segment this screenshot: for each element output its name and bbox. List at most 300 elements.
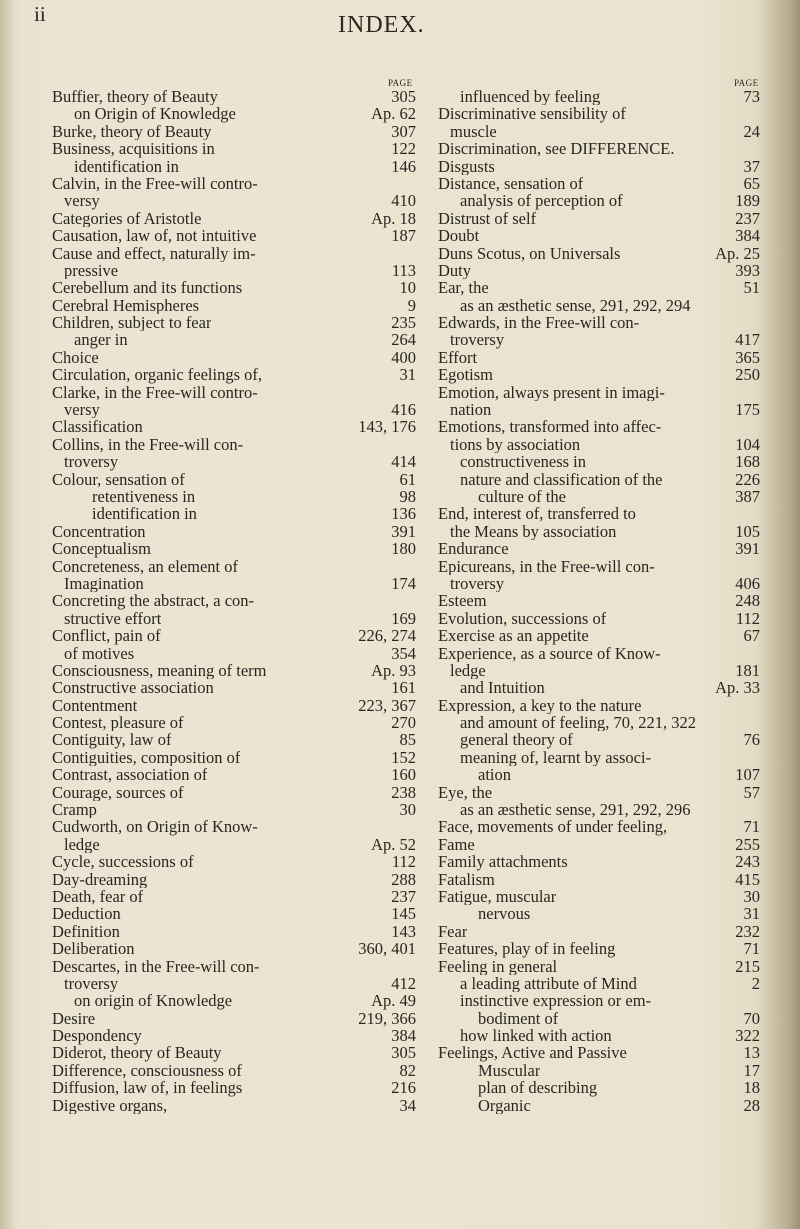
index-entry [438, 175, 760, 192]
index-entry-term: Collins, in the Free-will con- [52, 435, 244, 454]
index-entry [52, 975, 416, 992]
index-entry-pages: 354 [391, 643, 416, 663]
index-entry-term: Difference, consciousness of [52, 1061, 242, 1080]
index-entry [52, 592, 416, 609]
index-entry [438, 192, 760, 209]
index-entry [52, 714, 416, 731]
index-entry-pages: 145 [391, 904, 416, 924]
index-entry-term: Discrimination, see DIFFERENCE. [438, 140, 675, 158]
index-entry-pages: 57 [743, 782, 760, 802]
index-entry-pages: 71 [743, 817, 760, 837]
page-heading: INDEX. [338, 12, 425, 38]
index-entry [52, 853, 416, 870]
index-entry-term: of motives [64, 644, 135, 662]
index-entry [52, 505, 416, 522]
index-entry [52, 1097, 416, 1114]
index-entry-term: retentiveness in [92, 487, 196, 506]
index-entry-pages: 232 [735, 921, 760, 941]
index-entry-term: and Intuition [460, 679, 545, 697]
index-entry-pages: 107 [735, 765, 760, 785]
index-entry-term: Cycle, successions of [52, 853, 194, 871]
index-entry-term: how linked with action [460, 1027, 612, 1045]
index-entry [52, 662, 416, 679]
index-entry-pages: 226 [735, 469, 760, 489]
index-entry-pages: 238 [391, 782, 416, 802]
index-entry-term: general theory of [460, 731, 573, 749]
index-entry-pages: 393 [735, 260, 760, 280]
index-entry-term: Feelings, Active and Passive [438, 1044, 627, 1062]
index-entry [52, 227, 416, 244]
index-entry-pages: 250 [735, 365, 760, 385]
index-entry-term: Business, acquisitions in [52, 140, 215, 158]
index-entry [438, 766, 760, 783]
index-entry-pages: 31 [399, 365, 416, 385]
index-entry [52, 418, 416, 435]
index-entry-term: identification in [92, 505, 197, 523]
index-entry-pages: 248 [735, 591, 760, 611]
index-entry [52, 453, 416, 470]
index-entry-term: Fame [438, 835, 475, 854]
index-entry-term: pressive [64, 261, 119, 280]
index-entry [52, 958, 416, 975]
index-entry-term: Cause and effect, naturally im- [52, 244, 256, 262]
index-entry-pages: 417 [735, 330, 760, 350]
index-entry-term: anger in [74, 331, 128, 349]
index-entry-term: Contiguity, law of [52, 731, 172, 749]
index-entry-pages: 82 [399, 1060, 416, 1080]
index-entry-pages: 305 [391, 1043, 416, 1063]
index-entry-term: Effort [438, 348, 478, 367]
index-entry-pages: 237 [735, 208, 760, 228]
index-entry [438, 679, 760, 696]
index-entry [438, 958, 760, 975]
index-entry [438, 1079, 760, 1096]
index-entry-pages: 85 [399, 730, 416, 750]
index-entry [438, 1097, 760, 1114]
index-entry-term: Diderot, theory of Beauty [52, 1044, 222, 1062]
index-entry-term: Constructive association [52, 679, 214, 697]
index-entry-pages: 391 [391, 521, 416, 541]
index-entry [438, 853, 760, 870]
index-column-right [438, 88, 760, 1114]
index-entry-term: Experience, as a source of Know- [438, 644, 661, 662]
index-entry [52, 575, 416, 592]
index-entry-term: Duty [438, 261, 471, 280]
index-entry-term: End, interest of, transferred to [438, 505, 636, 523]
index-entry-term: Face, movements of under feeling, [438, 818, 668, 836]
index-entry-term: nature and classification of the [460, 470, 663, 488]
index-entry-pages: Ap. 93 [371, 660, 416, 680]
index-entry [52, 192, 416, 209]
index-entry-term: Cerebellum and its functions [52, 279, 243, 297]
index-entry [438, 488, 760, 505]
index-entry-pages: 391 [735, 539, 760, 559]
index-entry-term: Definition [52, 922, 120, 941]
index-entry-term: Diffusion, law of, in feelings [52, 1079, 243, 1097]
index-entry-pages: 160 [391, 765, 416, 785]
index-entry [438, 366, 760, 383]
index-entry-term: plan of describing [478, 1079, 598, 1097]
index-entry [52, 923, 416, 940]
index-entry-term: muscle [450, 122, 497, 141]
index-entry-pages: 17 [743, 1060, 760, 1080]
index-entry [438, 627, 760, 644]
index-entry-pages: 2 [751, 973, 760, 993]
index-entry-pages: 175 [735, 400, 760, 420]
index-entry-pages: 406 [735, 573, 760, 593]
page-number: ii [34, 2, 46, 26]
index-entry-term: nervous [478, 905, 531, 923]
index-entry-term: Fear [438, 922, 468, 941]
index-entry-term: Death, fear of [52, 887, 144, 906]
index-entry-pages: 37 [743, 156, 760, 176]
index-entry-pages: 136 [391, 504, 416, 524]
index-entry-pages: 226, 274 [358, 626, 416, 646]
index-entry-term: Epicureans, in the Free-will con- [438, 557, 655, 575]
index-entry [438, 418, 760, 435]
index-entry-term: Contrast, association of [52, 766, 208, 784]
index-entry-pages: 105 [735, 521, 760, 541]
index-entry [438, 836, 760, 853]
index-entry [52, 1062, 416, 1079]
index-entry [52, 888, 416, 905]
index-entry [438, 818, 760, 835]
index-entry-term: Burke, theory of Beauty [52, 122, 212, 141]
index-entry [52, 279, 416, 296]
index-entry [52, 297, 416, 314]
index-entry [438, 314, 760, 331]
index-entry-pages: 98 [399, 486, 416, 506]
index-entry-pages: 219, 366 [358, 1008, 416, 1028]
index-entry [52, 540, 416, 557]
index-entry-pages: 67 [743, 626, 760, 646]
index-entry-term: Desire [52, 1009, 96, 1028]
index-entry [438, 575, 760, 592]
index-entry-term: Fatigue, muscular [438, 887, 557, 906]
index-entry-term: Feeling in general [438, 957, 558, 975]
index-entry-term: on origin of Knowledge [74, 992, 233, 1010]
index-entry [438, 1044, 760, 1061]
index-entry-pages: 73 [743, 87, 760, 106]
index-entry-term: versy [64, 192, 100, 210]
index-entry-pages: 168 [735, 452, 760, 472]
index-entry-term: Emotions, transformed into affec- [438, 418, 662, 436]
index-entry [438, 801, 760, 818]
index-entry [438, 940, 760, 957]
index-entry-term: meaning of, learnt by associ- [460, 748, 652, 767]
index-entry [438, 245, 760, 262]
index-entry [52, 992, 416, 1009]
index-entry-pages: 400 [391, 347, 416, 367]
index-entry-term: Expression, a key to the nature [438, 696, 642, 715]
index-entry [438, 1027, 760, 1044]
index-entry [52, 784, 416, 801]
index-entry-term: Fatalism [438, 870, 495, 888]
index-entry [52, 1044, 416, 1061]
index-entry-term: Esteem [438, 592, 487, 610]
index-entry-pages: 187 [391, 226, 416, 246]
index-entry-term: Egotism [438, 366, 494, 384]
index-entry-term: identification in [74, 157, 179, 175]
index-entry-term: Cudworth, on Origin of Know- [52, 818, 258, 836]
index-entry-pages: 412 [391, 973, 416, 993]
index-entry-pages: 30 [399, 800, 416, 820]
index-entry-term: Buffier, theory of Beauty [52, 88, 218, 106]
index-entry-term: Classification [52, 418, 143, 436]
index-entry-term: Emotion, always present in imagi- [438, 383, 665, 402]
index-entry-pages: 13 [743, 1043, 760, 1063]
index-entry [438, 262, 760, 279]
index-entry [52, 749, 416, 766]
index-entry-pages: 365 [735, 347, 760, 367]
index-entry-pages: 322 [735, 1026, 760, 1046]
index-entry-pages: 112 [735, 608, 760, 628]
index-entry [52, 731, 416, 748]
index-entry-pages: 61 [399, 469, 416, 489]
index-entry-pages: 112 [391, 852, 416, 872]
index-entry-term: structive effort [64, 609, 162, 628]
index-entry-term: Distrust of self [438, 209, 537, 228]
index-entry-term: analysis of perception of [460, 192, 623, 210]
index-entry [438, 784, 760, 801]
index-entry-pages: 34 [399, 1095, 416, 1115]
index-entry [438, 1062, 760, 1079]
index-entry [52, 940, 416, 957]
index-entry [52, 384, 416, 401]
index-entry-pages: 223, 367 [358, 695, 416, 715]
index-entry-term: Colour, sensation of [52, 470, 185, 488]
index-entry [438, 697, 760, 714]
index-entry-pages: 360, 401 [358, 939, 416, 959]
index-entry-term: Ear, the [438, 279, 489, 297]
index-entry [438, 905, 760, 922]
index-entry-pages: 189 [735, 191, 760, 211]
index-entry-term: the Means by association [450, 522, 617, 541]
index-entry-pages: 387 [735, 486, 760, 506]
index-entry [438, 140, 760, 157]
index-entry-term: Children, subject to fear [52, 314, 212, 332]
index-entry-pages: 122 [391, 139, 416, 159]
index-entry-pages: 104 [735, 434, 760, 454]
index-entry [52, 245, 416, 262]
index-entry [52, 1079, 416, 1096]
index-entry [438, 871, 760, 888]
index-entry-term: Causation, law of, not intuitive [52, 227, 257, 245]
index-entry-pages: 410 [391, 191, 416, 211]
index-entry-pages: 180 [391, 539, 416, 559]
index-entry [438, 731, 760, 748]
index-entry-term: ledge [450, 661, 486, 680]
index-entry-term: Disgusts [438, 157, 495, 175]
index-entry-term: Deliberation [52, 940, 135, 958]
index-entry-term: Contentment [52, 696, 138, 715]
index-entry-term: ledge [64, 835, 100, 854]
index-entry-pages: 143 [391, 921, 416, 941]
index-entry-term: troversy [450, 574, 505, 593]
index-entry [438, 888, 760, 905]
index-entry [438, 471, 760, 488]
index-entry-pages: 31 [743, 904, 760, 924]
index-entry-term: Despondency [52, 1027, 142, 1045]
index-entry [52, 645, 416, 662]
index-entry [52, 314, 416, 331]
index-entry-term: Concentration [52, 522, 146, 541]
index-entry [52, 905, 416, 922]
index-entry [52, 1027, 416, 1044]
index-entry [438, 749, 760, 766]
index-entry-pages: 51 [743, 278, 760, 298]
index-entry [52, 210, 416, 227]
index-entry-term: Day-dreaming [52, 870, 148, 888]
index-entry [438, 297, 760, 314]
index-column-left [52, 88, 416, 1114]
index-entry-pages: 9 [407, 295, 416, 315]
index-entry-pages: 28 [743, 1095, 760, 1115]
index-entry-term: Doubt [438, 227, 480, 245]
index-entry-pages: 18 [743, 1078, 760, 1098]
index-entry [52, 401, 416, 418]
index-entry-term: as an æsthetic sense, 291, 292, 294 [460, 296, 691, 315]
index-entry [438, 505, 760, 522]
index-entry [52, 871, 416, 888]
index-entry-pages: Ap. 18 [371, 208, 416, 228]
index-entry [52, 610, 416, 627]
index-entry [52, 88, 416, 105]
index-entry-pages: 181 [735, 660, 760, 680]
index-entry-term: Consciousness, meaning of term [52, 661, 267, 680]
index-entry-term: Discriminative sensibility of [438, 105, 626, 123]
index-entry [52, 105, 416, 122]
index-entry-pages: 384 [391, 1026, 416, 1046]
index-entry [52, 766, 416, 783]
index-entry [438, 610, 760, 627]
index-entry [438, 279, 760, 296]
index-entry [438, 975, 760, 992]
index-entry [438, 453, 760, 470]
index-entry-pages: 414 [391, 452, 416, 472]
index-entry [438, 158, 760, 175]
index-entry-term: Descartes, in the Free-will con- [52, 957, 260, 975]
index-entry-pages: 76 [743, 730, 760, 750]
index-entry [438, 349, 760, 366]
page-edge-shadow [758, 0, 800, 1229]
index-entry-term: instinctive expression or em- [460, 992, 652, 1010]
index-entry-term: Edwards, in the Free-will con- [438, 314, 640, 332]
index-entry-pages: 243 [735, 852, 760, 872]
index-entry-pages: 24 [743, 121, 760, 141]
index-entry-term: a leading attribute of Mind [460, 974, 637, 993]
index-entry [52, 801, 416, 818]
index-entry-term: troversy [450, 331, 505, 349]
index-entry-term: Exercise as an appetite [438, 627, 589, 645]
index-entry-pages: 113 [391, 260, 416, 280]
index-entry-pages: 143, 176 [358, 417, 416, 437]
index-entry [52, 679, 416, 696]
left-column-head: PAGE [388, 78, 413, 88]
index-entry [438, 1010, 760, 1027]
index-entry-term: Cerebral Hemispheres [52, 296, 200, 315]
index-entry [52, 627, 416, 644]
index-entry-term: Concreting the abstract, a con- [52, 592, 255, 610]
index-entry-term: and amount of feeling, 70, 221, 322 [460, 714, 696, 732]
index-entry [438, 105, 760, 122]
index-entry-term: Evolution, successions of [438, 609, 607, 628]
index-entry-pages: 216 [391, 1078, 416, 1098]
index-entry-term: Contest, pleasure of [52, 714, 184, 732]
index-entry-term: Conceptualism [52, 540, 151, 558]
index-entry-pages: 288 [391, 869, 416, 889]
index-entry-term: troversy [64, 453, 119, 471]
index-entry-pages: Ap. 49 [371, 991, 416, 1011]
index-entry-term: Circulation, organic feelings of, [52, 366, 263, 384]
index-entry-term: bodiment of [478, 1009, 559, 1028]
index-entry [438, 331, 760, 348]
index-entry [52, 836, 416, 853]
index-entry-term: versy [64, 401, 100, 419]
index-entry-term: Features, play of in feeling [438, 940, 616, 958]
right-column-head: PAGE [734, 78, 759, 88]
index-entry-term: ation [478, 766, 511, 784]
index-entry-pages: Ap. 52 [371, 834, 416, 854]
index-entry-term: constructiveness in [460, 453, 587, 471]
index-entry [438, 714, 760, 731]
index-entry-pages: 146 [391, 156, 416, 176]
index-entry-term: Conflict, pain of [52, 627, 161, 645]
index-entry-pages: 65 [743, 173, 760, 193]
index-entry-pages: 384 [735, 226, 760, 246]
index-entry-term: Duns Scotus, on Universals [438, 244, 621, 262]
index-entry [438, 923, 760, 940]
index-entry [52, 366, 416, 383]
index-entry-pages: 152 [391, 747, 416, 767]
index-entry [438, 384, 760, 401]
index-entry-pages: 10 [399, 278, 416, 298]
index-entry-term: Courage, sources of [52, 783, 184, 802]
page-binding-shadow [0, 0, 14, 1229]
index-entry-pages: 174 [391, 573, 416, 593]
index-entry-term: culture of the [478, 487, 566, 506]
index-entry [438, 523, 760, 540]
index-entry [438, 662, 760, 679]
index-entry-term: on Origin of Knowledge [74, 105, 236, 123]
index-entry-pages: 161 [391, 678, 416, 698]
index-entry [438, 436, 760, 453]
index-entry [438, 227, 760, 244]
index-entry-term: nation [450, 401, 492, 419]
index-entry [52, 175, 416, 192]
index-entry-pages: 264 [391, 330, 416, 350]
index-entry-term: Muscular [478, 1061, 541, 1080]
index-entry-pages: Ap. 62 [371, 104, 416, 124]
index-entry-term: Eye, the [438, 783, 493, 802]
index-entry [52, 331, 416, 348]
index-entry-pages: 270 [391, 713, 416, 733]
index-entry-pages: 416 [391, 400, 416, 420]
index-entry [438, 992, 760, 1009]
index-entry [52, 818, 416, 835]
index-entry-pages: 305 [391, 87, 416, 106]
index-entry-pages: 415 [735, 869, 760, 889]
index-entry [438, 88, 760, 105]
index-entry [52, 158, 416, 175]
index-entry [52, 436, 416, 453]
index-entry-pages: 71 [743, 939, 760, 959]
index-entry-pages: Ap. 33 [715, 678, 760, 698]
index-entry-term: Contiguities, composition of [52, 748, 241, 767]
index-entry-pages: 70 [743, 1008, 760, 1028]
index-entry [52, 262, 416, 279]
index-entry-term: Choice [52, 348, 99, 367]
